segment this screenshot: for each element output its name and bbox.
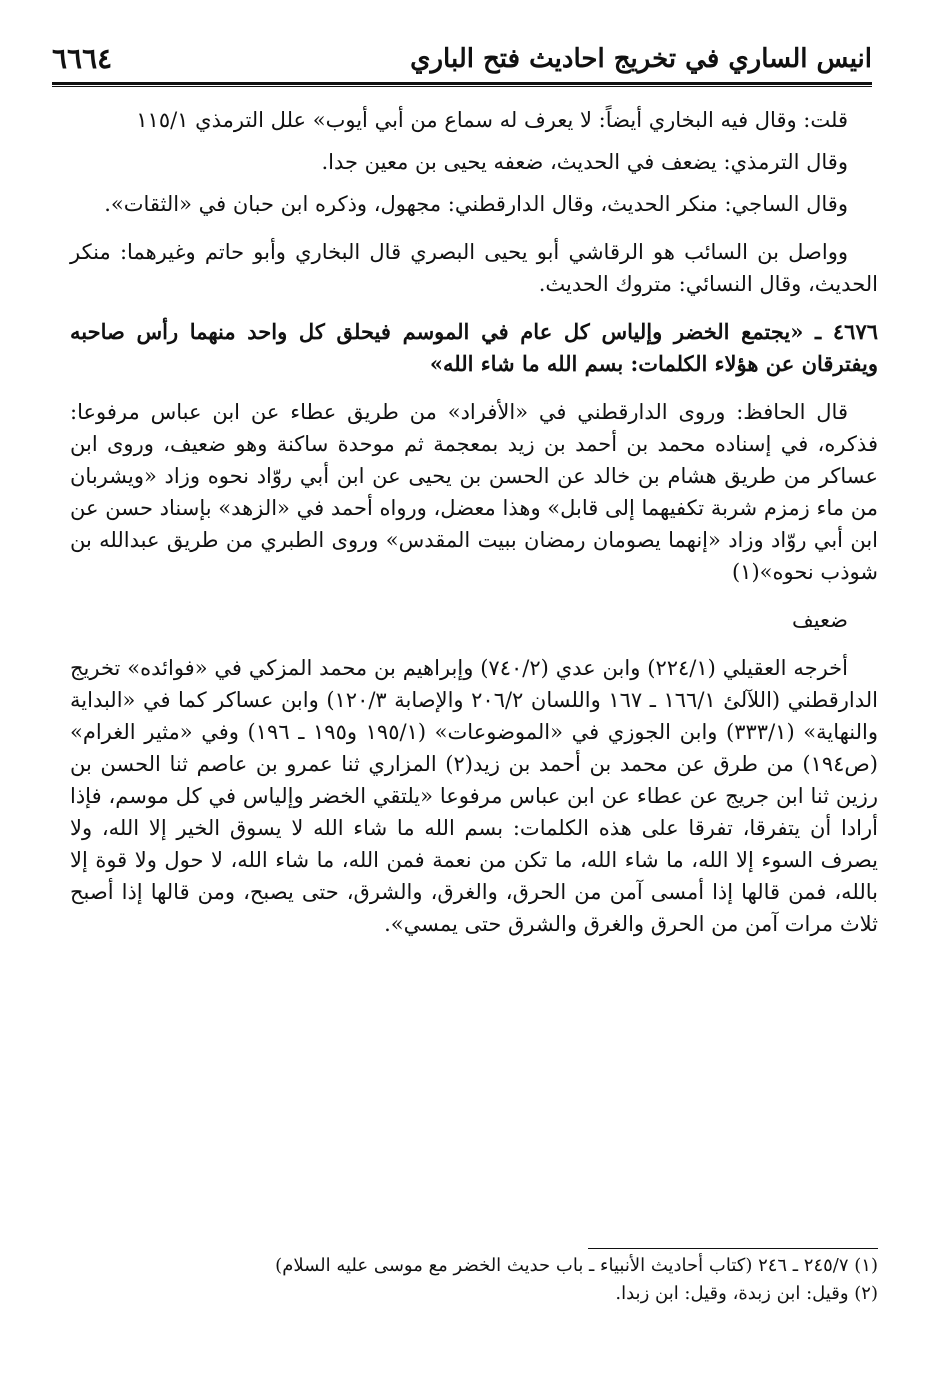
header-rule — [52, 82, 872, 85]
commentary: قال الحافظ: وروى الدارقطني في «الأفراد» من طريق عطاء عن ابن عباس مرفوعا: فذكره، في إسناده محمد بن أحمد بن زيد بمعجمة ثم موحدة ساكنة وهو ضعيف، وروى ابن عساكر من طريق هشام بن خالد عن الحسن بن يحيى عن ابن أبي روّاد نحوه وزاد «ويشربان من ماء زمزم شربة تكفيهما إلى قابل» وهذا معضل، ورواه أحمد في «الزهد» بإسناد حسن عن ابن أبي روّاد وزاد «إنهما يصومان رمضان ببيت المقدس» وروى الطبري من طريق عبدالله بن شوذب نحوه»(١) — [70, 400, 878, 584]
paragraph: وواصل بن السائب هو الرقاشي أبو يحيى البصري قال البخاري وأبو حاتم وغيرهما: منكر الحديث، وقال النسائي: متروك الحديث. — [70, 240, 878, 296]
hadith-matn: ـ «يجتمع الخضر وإلياس كل عام في الموسم فيحلق كل واحد منهما رأس صاحبه ويفترقان عن هؤلاء الكلمات: بسم الله ما شاء الله» — [70, 319, 878, 376]
footnote: (١) ٢٤٥/٧ ـ ٢٤٦ (كتاب أحاديث الأنبياء ـ باب حديث الخضر مع موسى عليه السلام) — [275, 1255, 878, 1276]
hadith-number: ٤٦٧٦ — [832, 319, 879, 344]
book-title: انيس الساري في تخريج احاديث فتح الباري — [410, 44, 872, 74]
header-rule-thin — [52, 86, 872, 87]
grade: ضعيف — [791, 608, 848, 632]
takhrij: أخرجه العقيلي (٢٢٤/١) وابن عدي (٧٤٠/٢) وإبراهيم بن محمد المزكي في «فوائده» تخريج الدارقطني (اللآلئ ١٦٦/١ ـ ١٦٧ واللسان ٢٠٦/٢ والإصابة ١٢٠/٣) وابن عساكر كما في «البداية والنهاية» (٣٣٣/١) وابن الجوزي في «الموضوعات» (١٩٥/١ و١٩٥ ـ ١٩٦) وفي «مثير الغرام» (ص١٩٤) من طرق عن محمد بن أحمد بن زيد(٢) المزاري ثنا عمرو بن عاصم ثنا الحسن بن رزين ثنا ابن جريج عن عطاء عن ابن عباس مرفوعا «يلتقي الخضر وإلياس في كل موسم، فإذا أرادا أن يتفرقا، تفرقا على هذه الكلمات: بسم الله ما شاء الله لا يسوق الخير إلا الله، ولا يصرف السوء إلا الله، ما شاء الله، ما تكن من نعمة فمن الله، ما شاء الله، لا حول ولا قوة إلا بالله، فمن قالها إذا أمسى آمن من الحرق، والغرق، والشرق، حتى يصبح، ومن قالها إذا أصبح ثلاث مرات آمن من الحرق والغرق والشرق حتى يمسي». — [70, 656, 879, 936]
paragraph: وقال الساجي: منكر الحديث، وقال الدارقطني: مجهول، وذكره ابن حبان في «الثقات». — [104, 192, 848, 216]
page-number: ٦٦٦٤ — [52, 42, 113, 75]
paragraph: وقال الترمذي: يضعف في الحديث، ضعفه يحيى بن معين جدا. — [321, 150, 848, 174]
footnote: (٢) وقيل: ابن زبدة، وقيل: ابن زبدا. — [615, 1283, 878, 1304]
footnote-rule — [588, 1248, 878, 1249]
page-body — [70, 104, 878, 956]
hadith-text — [70, 316, 878, 380]
paragraph: قلت: وقال فيه البخاري أيضاً: لا يعرف له سماع من أبي أيوب» علل الترمذي ١١٥/١ — [136, 108, 848, 132]
footnotes — [70, 1252, 878, 1308]
page-header — [52, 38, 872, 86]
